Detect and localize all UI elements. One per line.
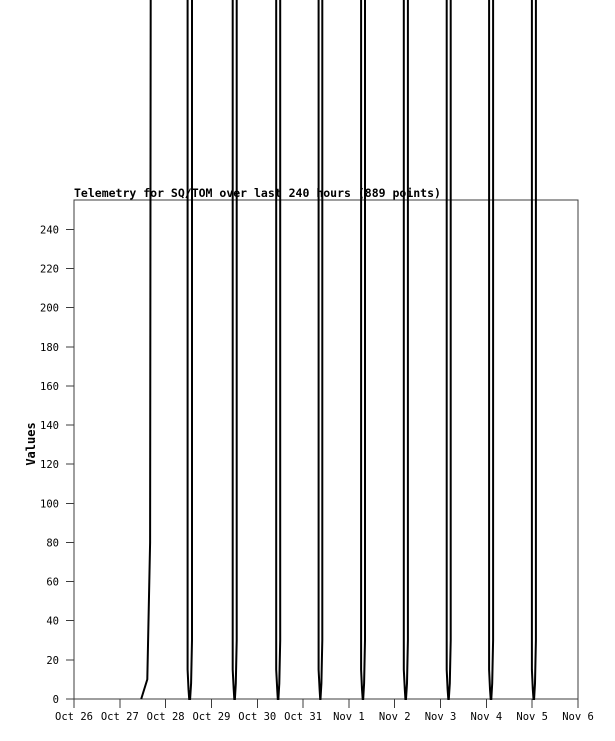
y-tick-label: 240 [40, 224, 59, 237]
x-tick-label: Oct 31 [284, 711, 323, 723]
x-tick-label: Nov 1 [333, 711, 365, 723]
y-tick-label: 160 [40, 380, 59, 393]
y-tick-label: 60 [46, 576, 59, 589]
x-tick-label: Oct 26 [55, 711, 93, 723]
x-tick-label: Nov 6 [562, 711, 594, 723]
y-tick-label: 140 [40, 420, 59, 433]
telemetry-series-line [141, 0, 578, 699]
y-axis-label: Values [24, 422, 38, 466]
y-tick-label: 20 [46, 654, 59, 667]
y-tick-label: 120 [40, 459, 59, 472]
y-tick-label: 0 [52, 694, 59, 706]
x-tick-label: Oct 28 [146, 711, 185, 723]
chart-title: Telemetry for SQ/TOM over last 240 hours (889 points) [74, 186, 441, 200]
x-tick-label: Oct 30 [238, 711, 277, 723]
x-tick-label: Oct 29 [192, 711, 231, 723]
y-tick-label: 200 [40, 302, 59, 315]
x-tick-label: Nov 4 [470, 711, 503, 723]
axes-layer [40, 200, 594, 723]
y-tick-label: 40 [46, 615, 59, 628]
y-tick-label: 180 [40, 341, 59, 354]
y-tick-label: 80 [46, 537, 59, 550]
y-tick-label: 220 [40, 263, 59, 276]
y-tick-label: 100 [40, 498, 59, 511]
x-tick-label: Nov 5 [516, 711, 548, 723]
x-tick-label: Oct 27 [100, 711, 139, 723]
x-tick-label: Nov 2 [378, 711, 411, 723]
telemetry-line [141, 0, 578, 699]
x-tick-label: Nov 3 [424, 711, 457, 723]
